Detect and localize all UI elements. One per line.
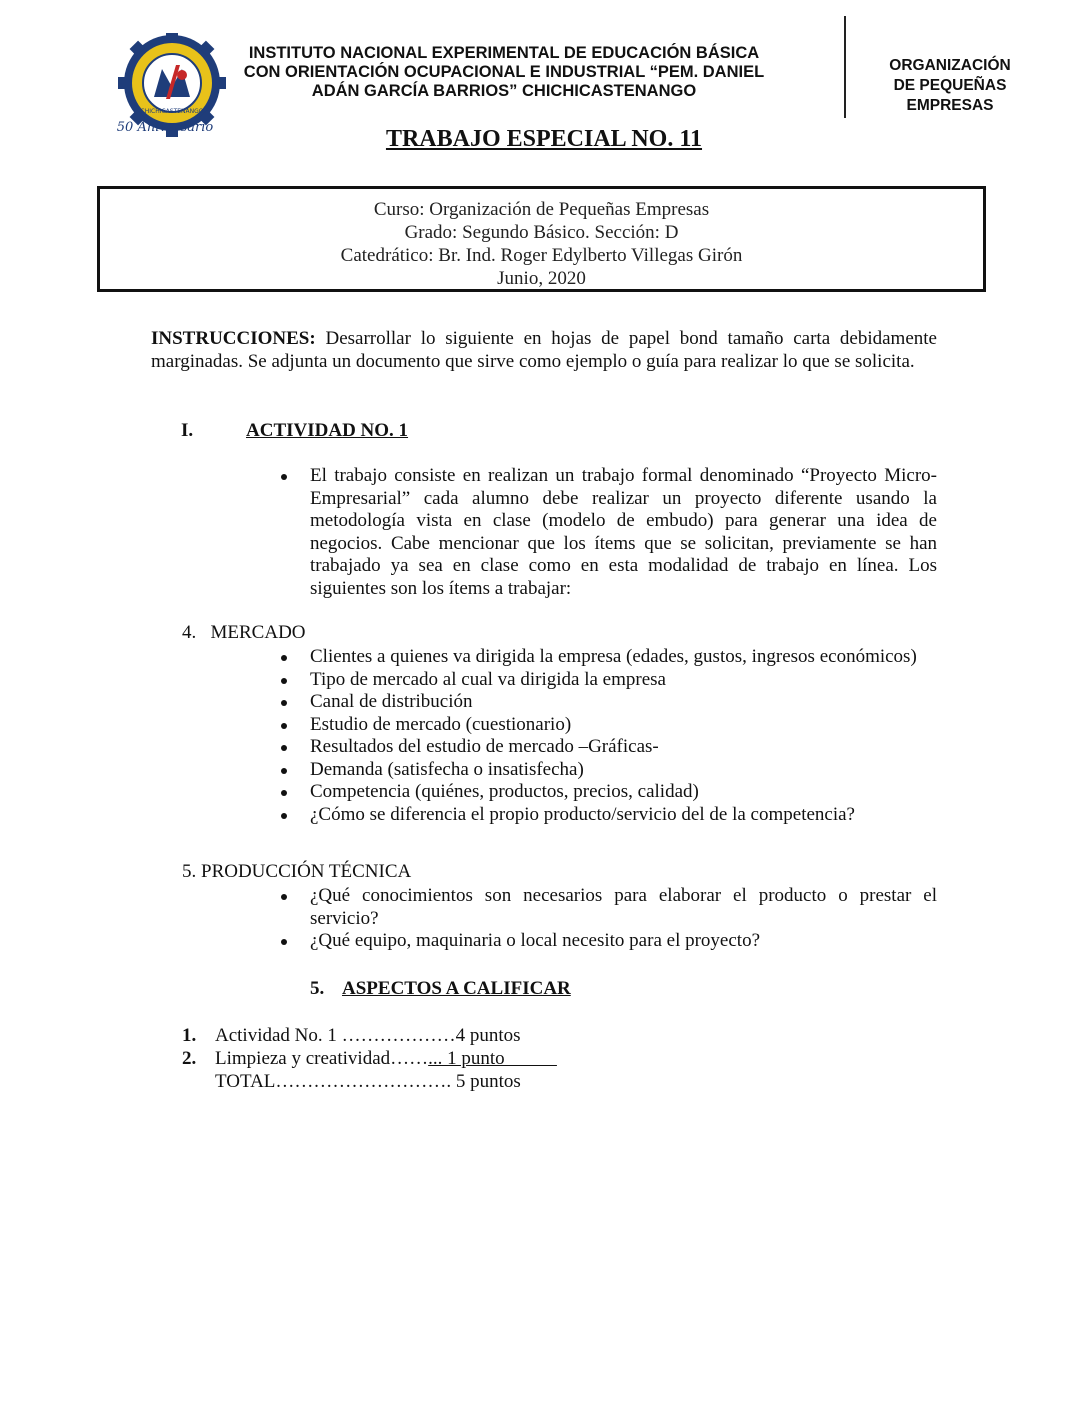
list-item: ¿Qué conocimientos son necesarios para elaborar el producto o prestar el servicio? [280, 885, 937, 930]
institution-name [214, 44, 794, 101]
subject-line: DE PEQUEÑAS [893, 77, 1007, 94]
document-title: TRABAJO ESPECIAL NO. 11 [385, 126, 703, 152]
grading-total: TOTAL………………………. 5 puntos [215, 1071, 521, 1092]
teacher-line: Catedrático: Br. Ind. Roger Edylberto Villegas Girón [340, 245, 743, 266]
list-item: Demanda (satisfecha o insatisfecha) [280, 759, 937, 782]
list-item: Tipo de mercado al cual va dirigida la empresa [280, 669, 937, 692]
list-item: Competencia (quiénes, productos, precios, calidad) [280, 781, 937, 804]
header-divider [844, 16, 846, 118]
production-list [280, 885, 937, 953]
market-heading: 4. MERCADO [182, 622, 306, 643]
instructions-paragraph [151, 328, 937, 373]
instructions-text: Desarrollar lo siguiente en hojas de papel bond tamaño carta debidamente marginadas. Se adjunta un documento que sirve como ejemplo o guía para realizar lo que se solicita. [151, 328, 937, 372]
institution-line: CON ORIENTACIÓN OCUPACIONAL E INDUSTRIAL “PEM. DANIEL [243, 63, 765, 81]
grading-title: ASPECTOS A CALIFICAR [342, 978, 571, 999]
list-item: Clientes a quienes va dirigida la empresa (edades, gustos, ingresos económicos) [280, 646, 937, 669]
list-item: ¿Qué equipo, maquinaria o local necesito para el proyecto? [280, 930, 937, 953]
list-item: El trabajo consiste en realizan un trabajo formal denominado “Proyecto Micro- Empresarial” cada alumno debe realizar un proyecto diferente usando la metodología vista en clase (modelo de embudo) para generar una idea de negocios. Cabe mencionar que los ítems que se solicitan, previamente se han trabajado ya sea en clase como en esta modalidad de trabajo en línea. Los siguientes son los ítems a trabajar: [280, 465, 937, 600]
subject-line: ORGANIZACIÓN [889, 57, 1011, 74]
market-list [280, 646, 937, 826]
list-item: Estudio de mercado (cuestionario) [280, 714, 937, 737]
course-info-box [97, 186, 986, 292]
activity-list [280, 465, 937, 600]
grading-row-text: Actividad No. 1 ………………4 puntos [215, 1025, 521, 1046]
subject-name [868, 56, 1032, 116]
instructions-label: INSTRUCCIONES: [151, 328, 316, 349]
section-number: I. [181, 420, 194, 441]
date-line: Junio, 2020 [497, 268, 586, 289]
grading-number: 5. [310, 978, 325, 999]
logo-ring-text: CHICHICASTENANGO [140, 108, 204, 115]
grading-row-text-b: ... 1 punto [428, 1048, 557, 1069]
grading-row-number: 2. [182, 1048, 197, 1069]
grade-line: Grado: Segundo Básico. Sección: D [404, 222, 679, 243]
list-item: Resultados del estudio de mercado –Gráficas- [280, 736, 937, 759]
grading-row-text-a: Limpieza y creatividad…… [215, 1048, 429, 1069]
list-item: Canal de distribución [280, 691, 937, 714]
list-item: ¿Cómo se diferencia el propio producto/servicio del de la competencia? [280, 804, 937, 827]
grading-row-number: 1. [182, 1025, 197, 1046]
production-heading: 5. PRODUCCIÓN TÉCNICA [182, 861, 412, 882]
grading-row-text [215, 1048, 557, 1071]
institution-line: INSTITUTO NACIONAL EXPERIMENTAL DE EDUCACIÓN BÁSICA [248, 44, 760, 62]
subject-line: EMPRESAS [906, 97, 994, 114]
course-line: Curso: Organización de Pequeñas Empresas [373, 199, 710, 220]
anniversary-label: 50 Aniversario [116, 120, 214, 135]
institution-line: ADÁN GARCÍA BARRIOS” CHICHICASTENANGO [311, 82, 697, 100]
section-title: ACTIVIDAD NO. 1 [246, 420, 409, 441]
